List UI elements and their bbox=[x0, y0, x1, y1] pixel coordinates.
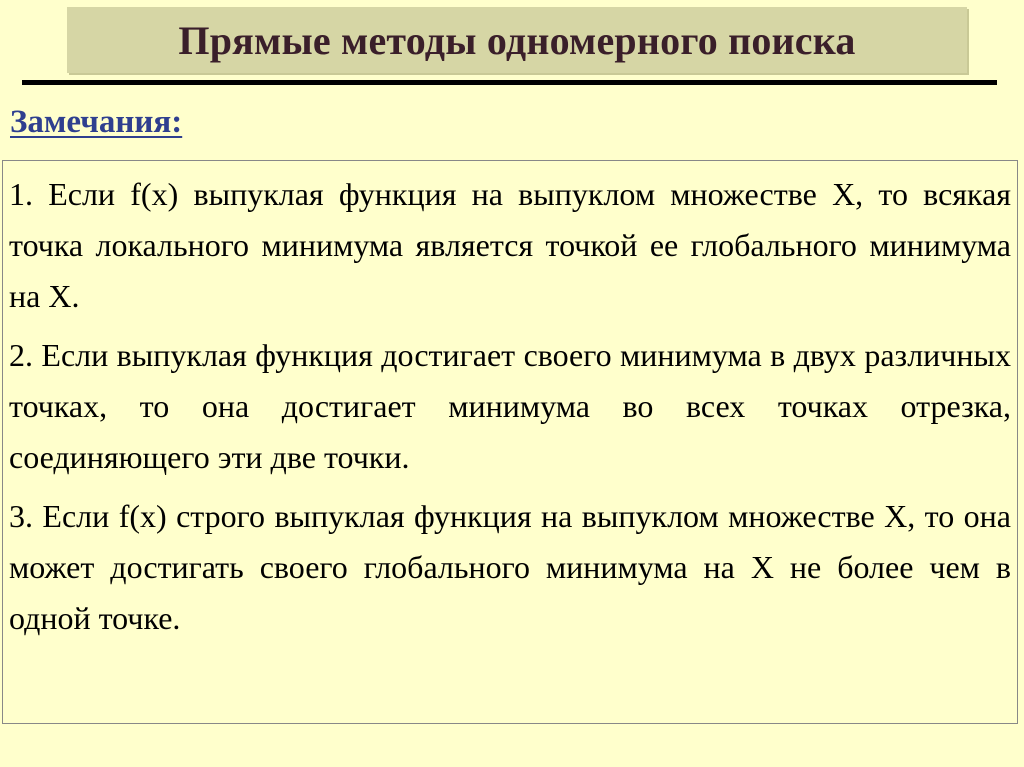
remark-item-2: 2. Если выпуклая функция достигает своего минимума в двух различных точках, то она достигает минимума во всех точках отрезка, соединяющего эти две точки. bbox=[9, 337, 1011, 475]
remarks-box bbox=[2, 160, 1018, 724]
slide-title: Прямые методы одномерного поиска bbox=[178, 17, 856, 63]
remark-item-3: 3. Если f(x) строго выпуклая функция на выпуклом множестве X, то она может достигать своего глобального минимума на X не более чем в одной точке. bbox=[9, 498, 1012, 636]
remark-item-1: 1. Если f(x) выпуклая функция на выпуклом множестве X, то всякая точка локального минимума является точкой ее глобального минимума на X. bbox=[9, 176, 1011, 314]
title-box bbox=[67, 7, 967, 73]
title-divider bbox=[22, 80, 997, 85]
remarks-heading: Замечания: bbox=[10, 104, 183, 140]
